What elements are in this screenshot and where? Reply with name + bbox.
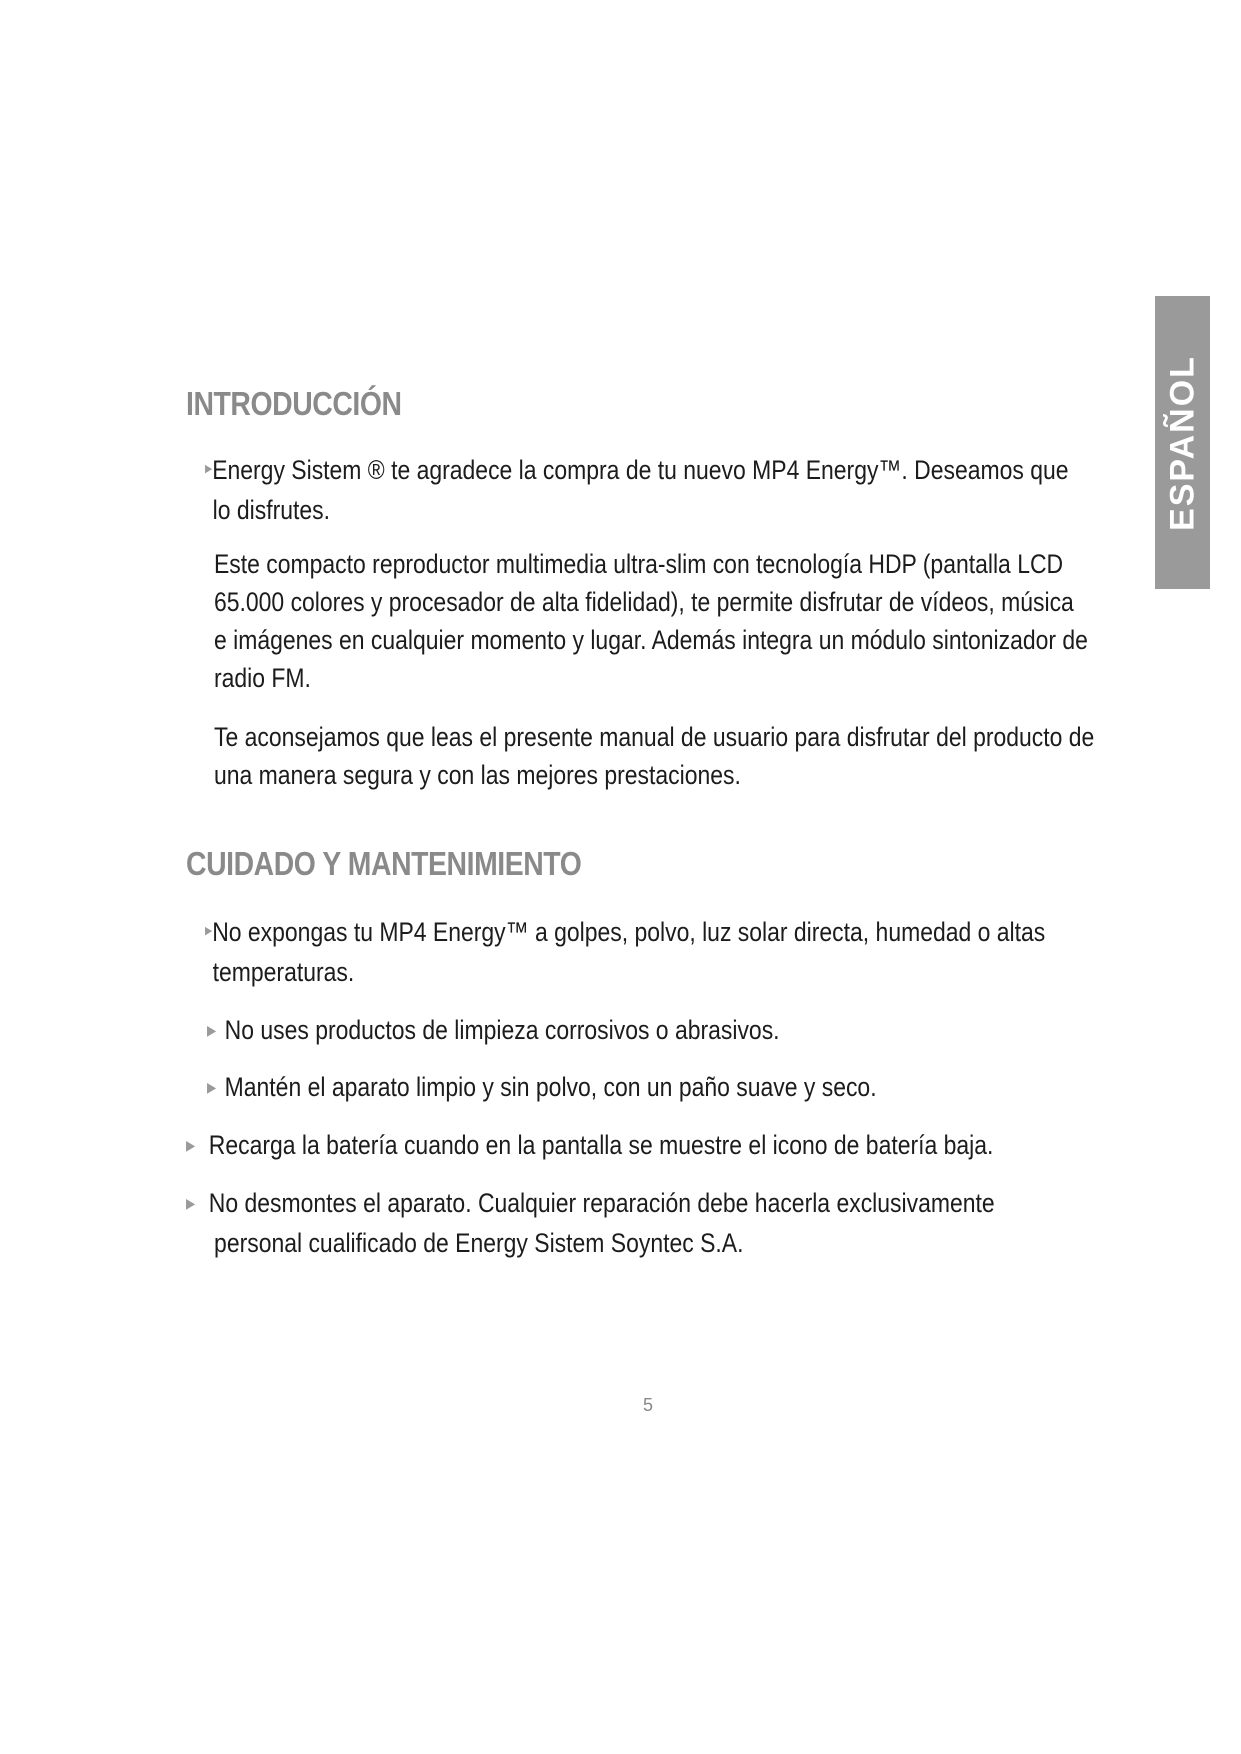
intro-p2-line-1: Este compacto reproductor multimedia ultra-slim con tecnología HDP (pantalla LCD bbox=[214, 549, 1064, 579]
care-bullet-1 bbox=[205, 913, 1089, 991]
care-b3-text: Mantén el aparato limpio y sin polvo, con un paño suave y seco. bbox=[224, 1072, 877, 1102]
page-number: 5 bbox=[642, 1395, 653, 1415]
care-bullet-5 bbox=[186, 1184, 995, 1262]
bullet-triangle-icon: ▶ bbox=[207, 1078, 217, 1095]
bullet-triangle-icon: ▶ bbox=[186, 1136, 196, 1153]
intro-p2-line-2: 65.000 colores y procesador de alta fidelidad), te permite disfrutar de vídeos, música bbox=[214, 587, 1074, 617]
intro-paragraph-2 bbox=[214, 545, 1098, 697]
intro-p1-line-1-text: Energy Sistem ® te agradece la compra de tu nuevo MP4 Energy™. Deseamos que bbox=[212, 455, 1069, 485]
bullet-triangle-icon: ▶ bbox=[205, 462, 213, 475]
bullet-triangle-icon: ▶ bbox=[205, 924, 213, 937]
language-tab-label: ESPAÑOL bbox=[1163, 354, 1201, 531]
intro-p2-line-3: e imágenes en cualquier momento y lugar. Además integra un módulo sintonizador de bbox=[214, 625, 1088, 655]
intro-p1-line-2: lo disfrutes. bbox=[212, 494, 331, 525]
care-b2-text: No uses productos de limpieza corrosivos o abrasivos. bbox=[224, 1015, 780, 1045]
care-b1-line-2: temperaturas. bbox=[212, 956, 355, 987]
care-bullet-2 bbox=[207, 1011, 780, 1051]
intro-paragraph-3 bbox=[214, 718, 1098, 794]
language-tab bbox=[1155, 296, 1210, 589]
care-b5-line-1 bbox=[186, 1184, 995, 1224]
bullet-triangle-icon: ▶ bbox=[186, 1194, 196, 1211]
intro-paragraph-1 bbox=[205, 451, 1089, 529]
care-heading: CUIDADO Y MANTENIMIENTO bbox=[186, 845, 582, 882]
bullet-triangle-icon: ▶ bbox=[207, 1021, 217, 1038]
care-b5-line-1-text: No desmontes el aparato. Cualquier reparación debe hacerla exclusivamente bbox=[208, 1188, 995, 1218]
care-b5-line-2: personal cualificado de Energy Sistem Soyntec S.A. bbox=[214, 1227, 744, 1258]
intro-p3-line-1: Te aconsejamos que leas el presente manual de usuario para disfrutar del producto de bbox=[214, 722, 1095, 752]
intro-p1-line-1 bbox=[205, 451, 1089, 491]
care-bullet-4 bbox=[186, 1126, 993, 1166]
care-bullet-3 bbox=[207, 1068, 877, 1108]
intro-p3-line-2: una manera segura y con las mejores prestaciones. bbox=[214, 760, 741, 790]
care-b4-text: Recarga la batería cuando en la pantalla se muestre el icono de batería baja. bbox=[208, 1130, 994, 1160]
care-b1-line-1-text: No expongas tu MP4 Energy™ a golpes, polvo, luz solar directa, humedad o altas bbox=[212, 917, 1046, 947]
intro-heading: INTRODUCCIÓN bbox=[186, 385, 402, 422]
intro-p2-line-4: radio FM. bbox=[214, 663, 311, 693]
care-b1-line-1 bbox=[205, 913, 1089, 953]
